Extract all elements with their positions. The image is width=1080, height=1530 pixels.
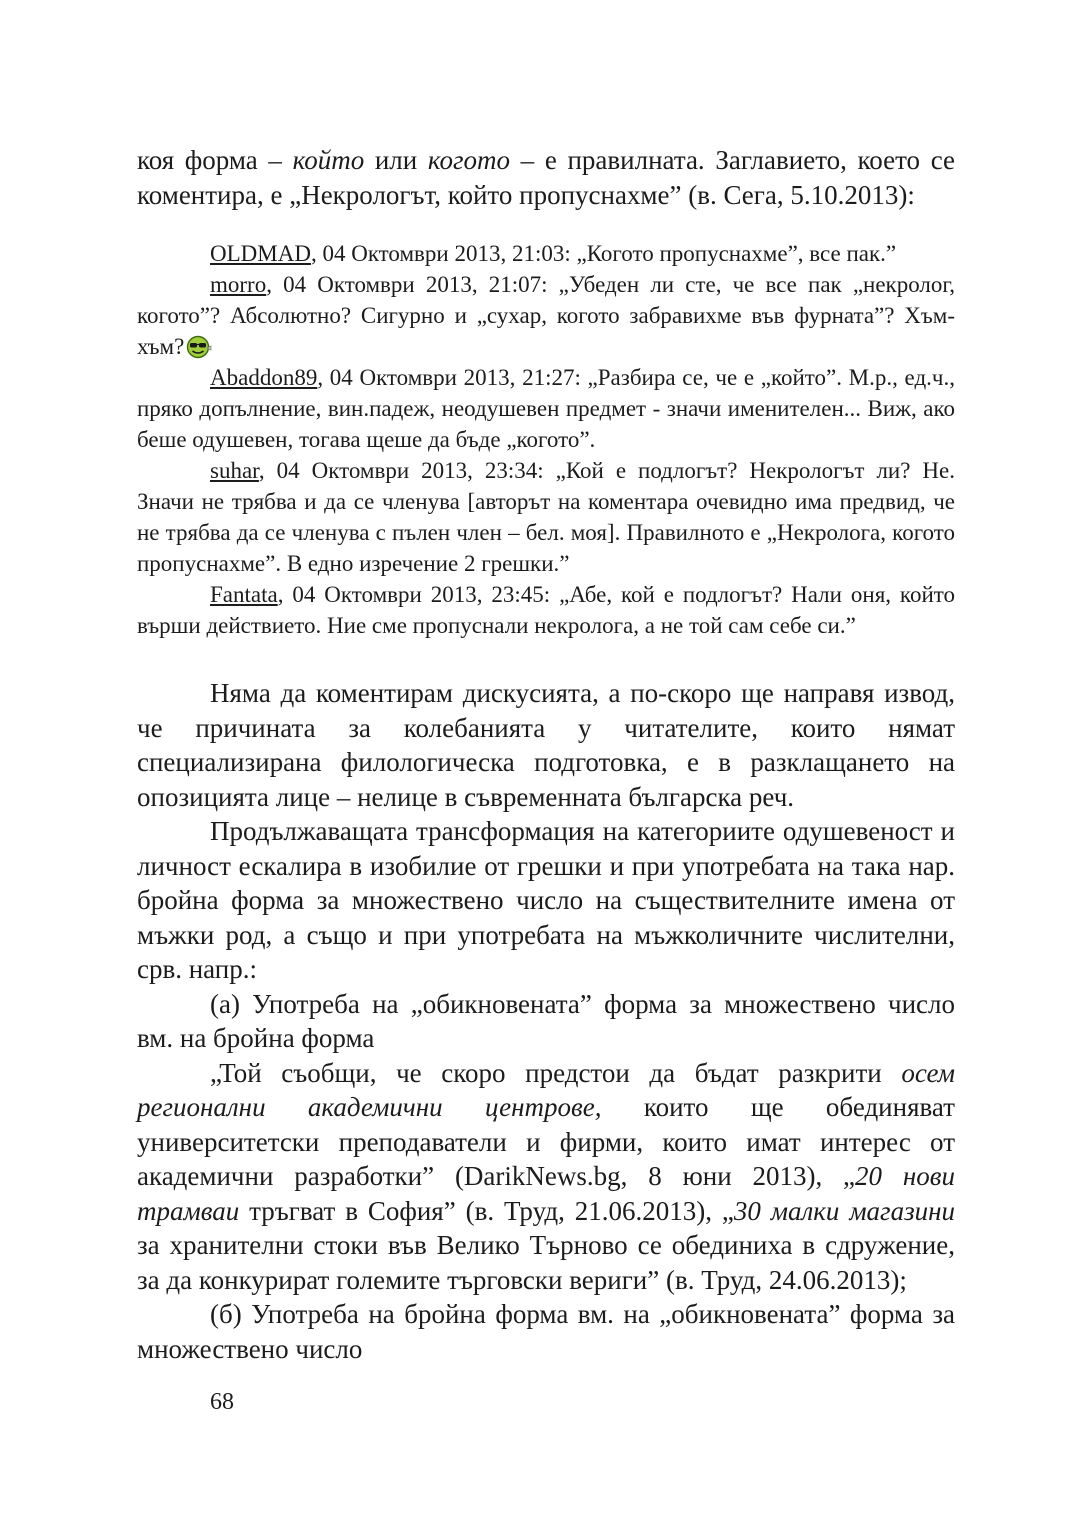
comment-username: Abaddon89 [210, 365, 318, 390]
comment-username: Fantata [210, 582, 278, 607]
comment-text: , 04 Октомври 2013, 21:03: „Когото пропуснахме”, все пак.” [310, 241, 897, 266]
paragraph-case-a: (а) Употреба на „обикновената” форма за множествено число вм. на бройна форма [137, 988, 955, 1053]
comment-text: , 04 Октомври 2013, 21:07: „Убеден ли сте, че все пак „некролог, когото”? Абсолютно? Сигурно и „сухар, когото забравихме във фурната”? Хъм-хъм? [137, 272, 955, 359]
comment-item [137, 269, 955, 362]
intro-paragraph [137, 143, 955, 212]
comment-text: , 04 Октомври 2013, 23:34: „Кой е подлогът? Некрологът ли? Не. Значи не трябва и да се членува [авторът на коментара очевидно има предвид, че не трябва да се членува с пълен член – бел. моя]. Правилното е „Некролога, когото пропуснахме”. В едно изречение 2 грешки.” [137, 458, 955, 576]
paragraph-discussion: Няма да коментирам дискусията, а по-скоро ще направя извод, че причината за колебанията у читателите, които нямат специализирана филологическа подготовка, е в разклащането на опозицията лице – нелице в съвременната българска реч. [137, 678, 955, 812]
paragraph-examples [137, 1056, 955, 1298]
paragraph-transformation: Продължаващата трансформация на категориите одушевеност и личност ескалира в изобилие от грешки и при употребата на така нар. бройна форма за множествено число на съществителните имена от мъжки род, а също и при употребата на мъжколичните числителни, срв. напр.: [137, 816, 955, 984]
intro-text-1: коя форма – [137, 145, 293, 175]
comment-username: OLDMAD [210, 241, 311, 266]
page-content [137, 143, 955, 1366]
comment-item [137, 238, 955, 269]
example-text-3: тръгват в София” (в. Труд, 21.06.2013), „ [239, 1195, 734, 1226]
example-italic-3: 30 малки магазини [733, 1195, 956, 1226]
comment-text: , 04 Октомври 2013, 21:27: „Разбира се, че е „който”. М.р., ед.ч., пряко допълнение, вин.падеж, неодушевен предмет - значи именителен... Виж, ако беше одушевен, тогава щеше да бъде „когото”. [137, 365, 955, 452]
intro-italic-1: който [292, 145, 365, 175]
comment-quotes [137, 238, 955, 641]
example-text-2: които ще обединяват университетски преподаватели и фирми, които имат интерес от академични разработки” (DarikNews.bg, 8 юни 2013), „ [137, 1092, 955, 1191]
comment-text: , 04 Октомври 2013, 23:45: „Абе, кой е подлогът? Нали оня, който върши действието. Ние сме пропуснали некролога, а не той сам себе си.” [137, 582, 955, 638]
paragraph-case-b: (б) Употреба на бройна форма вм. на „обикновената” форма за множествено число [137, 1299, 955, 1364]
example-text-1: „Той съобщи, че скоро предстои да бъдат разкрити [210, 1057, 902, 1088]
page-number: 68 [210, 1389, 234, 1415]
comment-username: suhar [210, 458, 259, 483]
comment-item [137, 362, 955, 455]
intro-text-3: – е правилната. Заглавието, което се коментира, е „Некрологът, който пропуснахме” (в. Сега, 5.10.2013): [137, 145, 955, 210]
comment-item [137, 579, 955, 641]
example-italic-2: 20 нови трамваи [137, 1161, 955, 1226]
intro-text-2: или [364, 145, 428, 175]
comment-item [137, 455, 955, 579]
sunglasses-smiley-icon [186, 335, 212, 359]
example-text-4: за хранителни стоки във Велико Търново се обединиха в сдружение, за да конкурират големите търговски вериги” (в. Труд, 24.06.2013); [137, 1230, 955, 1295]
comment-username: morro [210, 272, 267, 297]
example-italic-1: осем регионални академични центрове, [137, 1057, 955, 1122]
body-text [137, 676, 955, 1366]
intro-italic-2: когото [427, 145, 511, 175]
